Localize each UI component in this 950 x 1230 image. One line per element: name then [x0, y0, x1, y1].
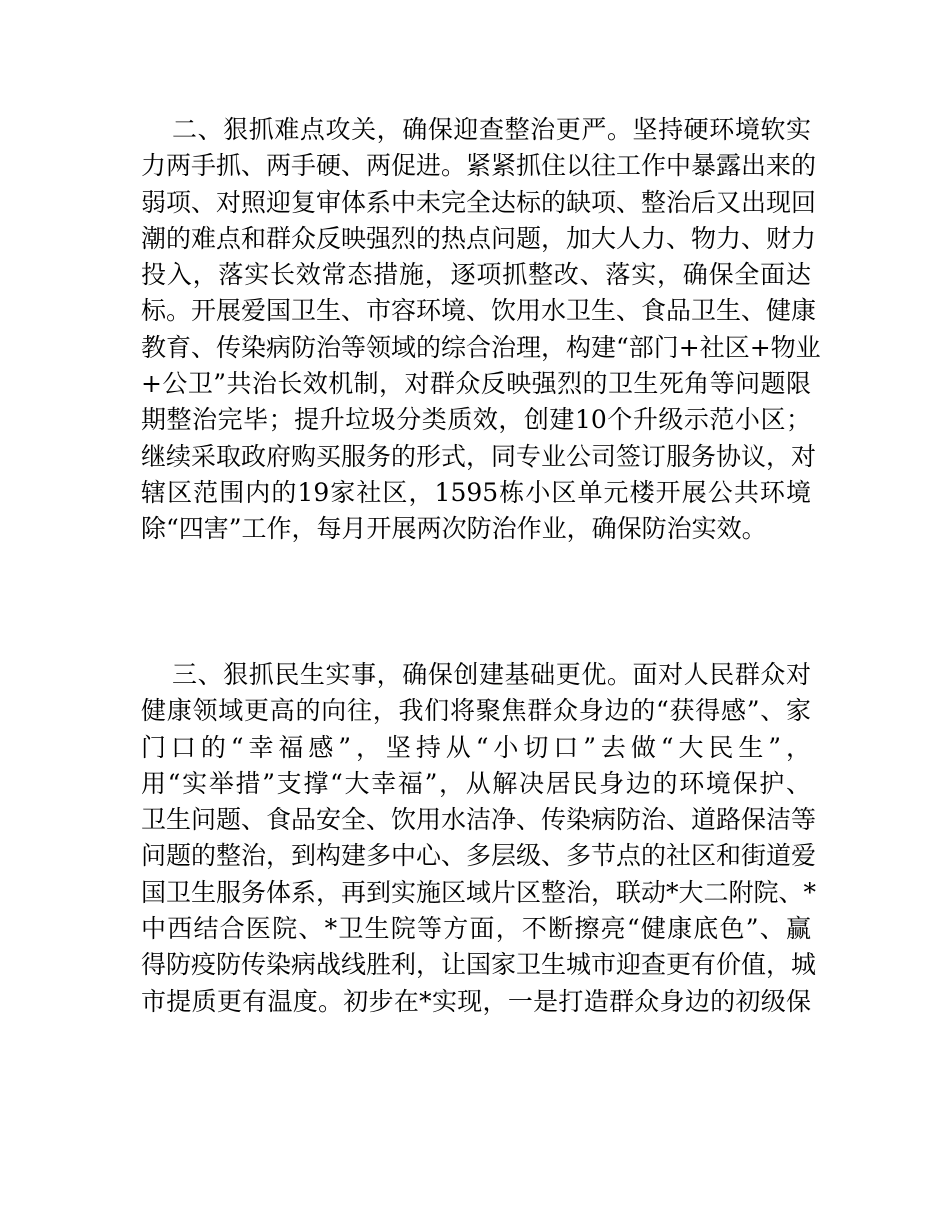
paragraph-three: [141, 657, 817, 1020]
text-line: 期整治完毕；提升垃圾分类质效，创建10个升级示范小区；: [141, 405, 811, 435]
text-line: 标。开展爱国卫生、市容环境、饮用水卫生、食品卫生、健康: [141, 296, 817, 326]
text-line: 三、狠抓民生实事，确保创建基础更优。面对人民群众对: [172, 660, 811, 689]
text-line: 辖区范围内的19家社区，1595栋小区单元楼开展公共环境: [141, 477, 811, 507]
text-line: 门口的“幸福感”，坚持从“小切口”去做“大民生”，: [141, 732, 811, 762]
text-line: 继续采取政府购买服务的形式，同专业公司签订服务协议，对: [141, 441, 817, 471]
text-line: 国卫生服务体系，再到实施区域片区整治，联动*大二附院、*: [141, 877, 817, 907]
text-line: 二、狠抓难点攻关，确保迎查整治更严。坚持硬环境软实: [172, 115, 811, 144]
text-line: 投入，落实长效常态措施，逐项抓整改、落实，确保全面达: [141, 260, 811, 290]
text-line: +公卫”共治长效机制，对群众反映强烈的卫生死角等问题限: [141, 369, 811, 399]
text-line: 潮的难点和群众反映强烈的热点问题，加大人力、物力、财力: [141, 223, 817, 253]
paragraph-two: [141, 112, 821, 548]
text-line: 用“实举措”支撑“大幸福”，从解决居民身边的环境保护、: [141, 768, 811, 798]
text-line: 市提质更有温度。初步在*实现，一是打造群众身边的初级保: [141, 986, 811, 1016]
text-line: 教育、传染病防治等领域的综合治理，构建“部门+社区+物业: [141, 332, 821, 362]
text-line: 得防疫防传染病战线胜利，让国家卫生城市迎查更有价值，城: [141, 950, 817, 980]
text-line: 力两手抓、两手硬、两促进。紧紧抓住以往工作中暴露出来的: [141, 151, 817, 181]
text-line: 问题的整治，到构建多中心、多层级、多节点的社区和街道爱: [141, 841, 817, 871]
text-line: 健康领域更高的向往，我们将聚焦群众身边的“获得感”、家: [141, 696, 811, 726]
text-line: 除“四害”工作，每月开展两次防治作业，确保防治实效。: [141, 514, 767, 544]
text-line: 中西结合医院、*卫生院等方面，不断擦亮“健康底色”、赢: [141, 914, 811, 944]
text-line: 弱项、对照迎复审体系中未完全达标的缺项、整治后又出现回: [141, 187, 817, 217]
text-line: 卫生问题、食品安全、饮用水洁净、传染病防治、道路保洁等: [141, 805, 817, 835]
